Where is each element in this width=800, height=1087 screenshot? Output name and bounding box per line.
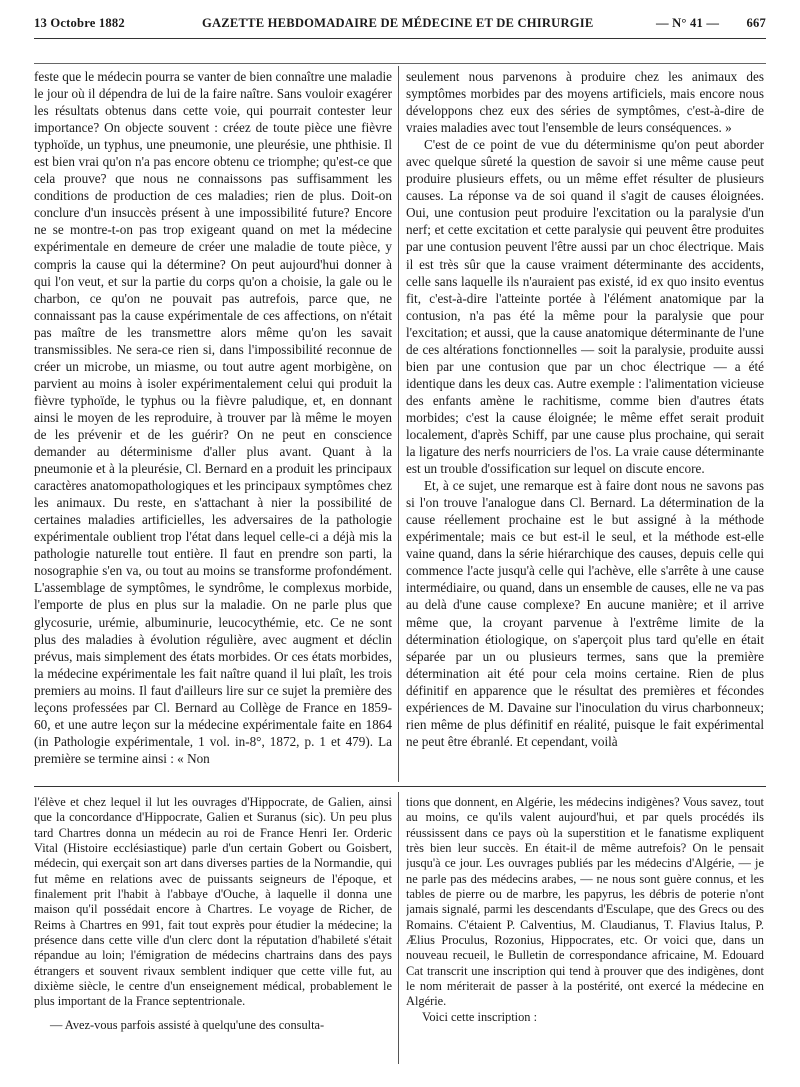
main-column-right [406,68,764,781]
column-divider [398,792,399,1064]
paragraph: l'élève et chez lequel il lut les ouvrages d'Hippocrate, de Galien, ainsi que la concordance d'Hippocrate, Galien et Suranus (sic). Un peu plus tard Chartres donna un médecin au roi de France Henri Ier. Orderic Vital (Histoire ecclésiastique) parle d'un certain Gobert ou Goisbert, médecin, qui exerçait son art dans diverses parties de la Normandie, qui fut même en relations avec de puissants seigneurs de l'époque, et finalement prit l'habit à l'abbaye d'Ouche, à laquelle il donna une maison qu'il possédait encore à Chartres. Le voyage de Richer, de Reims à Chartres en 991, fait tout exprès pour étudier la médecine; la présence dans cette ville d'un clerc dont la réputation d'habileté s'était répandue au loin; l'émigration de médecins chartrains dans des pays étrangers et souvent rivaux semblent indiquer que cette ville fut, au dixième siècle, le centre d'un enseignement médical, probablement le plus important de la France septentrionale. [34,795,392,1009]
column-divider [398,66,399,782]
running-header [34,12,766,48]
lower-column-left [34,795,392,1063]
section-rule [34,786,766,787]
header-date: 13 Octobre 1882 [34,16,125,30]
main-column-left [34,68,392,781]
paragraph: C'est de ce point de vue du déterminisme qu'on peut aborder avec quelque sûreté la question de savoir si une même cause peut produire plusieurs effets, ou un même effet résulter de plusieurs causes. La réponse va de soi quand il s'agit de causes éloignées. Oui, une contusion peut produire l'excitation ou la paralysie d'un nerf; et cette excitation et cette paralysie qui peuvent être produites par une contusion peuvent l'être aussi par un choc électrique. Mais il est très sûr que la cause vraiment déterminante des accidents, celle sans laquelle ils n'auraient pas existé, id ex quo insito eventus fit, c'est-à-dire l'atteinte portée à l'élément anatomique par la contusion, n'a pas été la même pour la paralysie que pour l'excitation; et aussi, que la cause anatomique déterminante de l'une de ces altérations fonctionnelles — soit la paralysie, produite aussi bien par une contusion que par un choc électrique — a été identique dans les deux cas. Autre exemple : l'alimentation vicieuse des enfants amène le rachitisme, comme bien d'autres états morbides; c'est la cause éloignée; le même effet serait produit localement, d'après Schiff, par une cause plus prochaine, qui serait la ligature des nerfs nourriciers de l'os. La vraie cause déterminante est un trouble d'ossification sur lequel on discute encore. [406,137,764,477]
header-rule [34,38,766,39]
header-rule-thin [34,63,766,64]
paragraph: feste que le médecin pourra se vanter de bien connaître une maladie le jour où il dépendra de lui de la faire naître. Sans vouloir exagérer les résultats obtenus dans cette voie, qui pourrait contester leur importance? On objecte souvent : créez de toute pièce une fièvre typhoïde, un typhus, une pneumonie, une pleurésie, une phthisie. Il est bien vrai qu'on n'a pas encore obtenu ce triomphe; qu'est-ce que cela prouve? que nous ne connaissons pas suffisamment les conditions de production de ces maladies; rien de plus. Doit-on conclure d'un insuccès présent à une impossibilité future? Encore ne se montre-t-on pas trop exigeant quand on met la médecine expérimentale en demeure de créer une maladie de toute pièce, y compris la cause qui la détermine? On peut aujourd'hui donner à qui l'on veut, et sur la partie du corps qu'on a choisie, la gale ou le charbon, ce qu'on ne pouvait pas autrefois, parce que, ne connaissant pas la cause expérimentale de ces affections, on n'était pas maître de les transmettre alors même qu'on les savait transmissibles. Ne sera-ce rien si, dans l'impossibilité reconnue de créer un microbe, un miasme, ou tout autre agent morbigène, on parvient au moins à isoler expérimentalement celui qui produit la fièvre typhoïde, le typhus ou la fièvre paludique, et, en donnant ainsi le moyen de les reproduire, à trouver par là même le moyen de les prévenir et de les guérir? On ne peut en conscience demander au déterminisme d'aller plus avant. Quant à la pneumonie et à la pleurésie, Cl. Bernard en a produit les principaux caractères anatomopathologiques et les principaux symptômes chez les animaux. Du reste, en s'attachant à nier la possibilité de certaines maladies artificielles, les adversaires de la pathologie expérimentale oublient trop l'état dans lequel celle-ci a déjà mis la pathologie naturelle tout entière. Il faut en prendre son parti, la nosographie s'en va, ou tout au moins se transforme profondément. L'assemblage de symptômes, le syndrôme, le complexus morbide, l'emporte de plus en plus sur la maladie. On ne parle plus que glycosurie, urémie, albuminurie, leucocythémie, etc. Ce ne sont plus des maladies à évolution régulière, avec augment et déclin prévus, mais simplement des états morbides. Or ces états morbides, la médecine expérimentale les fait naître quand il lui plaît, les trois premiers au moins. Il faut d'ailleurs lire sur ce sujet la première des leçons professées par Cl. Bernard au Collège de France en 1859-60, et une autre leçon sur la médecine expérimentale faite en 1864 (in Pathologie expérimentale, 1 vol. in-8°, 1872, p. 1 et 479). La première se termine ainsi : « Non [34,69,392,766]
paragraph: Et, à ce sujet, une remarque est à faire dont nous ne savons pas si l'on trouve l'analogue dans Cl. Bernard. La détermination de la cause réellement prochaine est le but assigné à la méthode expérimentale; mais ce but est-il le seul, et la méthode est-elle vaine quand, dans la série hiérarchique des causes, depuis celle qui commence l'acte jusqu'à celle qui l'achève, elle s'arrête à une cause intermédiaire, ou quand, dans un ensemble de causes, elle ne va pas au delà d'une cause complexe? En aucune manière; et il arrive même que, la croyant parvenue à l'extrême limite de la détermination étiologique, on s'aperçoit plus tard qu'elle en était séparée par un ou plusieurs termes, sans que la première détermination ait été pour cela moins certaine. Rien de plus définitif en apparence que le résultat des premières et fécondes expériences de M. Davaine sur l'inoculation du virus charbonneux; rien même de plus définitif en réalité, puisque le fait expérimental ne peut être ébranlé. Et cependant, voilà [406,478,764,749]
header-page-number: 667 [746,16,766,30]
paragraph: tions que donnent, en Algérie, les médecins indigènes? Vous savez, tout au moins, ce qu'ils valent aujourd'hui, et par quels procédés ils réussissent dans ce pays où la superstition et le fanatisme expliquent très bien leur succès. En était-il de même autrefois? On le pensait jusqu'à ce jour. Les ouvrages publiés par les médecins d'Algérie, — je ne parle pas des médecins arabes, — ne nous sont guère connus, et les tables de pierre ou de marbre, les papyrus, les débris de poterie n'ont jamais signalé, parmi les descendants d'Esculape, que des Grecs ou des Romains. C'étaient P. Calventius, M. Claudianus, T. Flavius Italus, P. Ælius Proculus, Rozonius, Hippocrates, etc. Or voici que, dans un nouveau recueil, le Bulletin de correspondance africaine, M. Edouard Cat transcrit une inscription qui tend à prouver que des indigènes, dont le nom mériterait de passer à la postérité, ont exercé la médecine en Algérie. [406,795,764,1009]
paragraph: seulement nous parvenons à produire chez les animaux des symptômes morbides par des moyens artificiels, mais encore nous développons chez eux des séries de symptômes, c'est-à-dire de vraies maladies avec tout l'ensemble de leurs conséquences. » [406,69,764,136]
paragraph: Voici cette inscription : [422,1009,538,1024]
header-title: GAZETTE HEBDOMADAIRE DE MÉDECINE ET DE CHIRURGIE [202,16,594,30]
paragraph: — Avez-vous parfois assisté à quelqu'une des consulta- [50,1017,325,1032]
lower-column-right [406,795,764,1063]
header-issue-number: — N° 41 — [656,16,720,30]
